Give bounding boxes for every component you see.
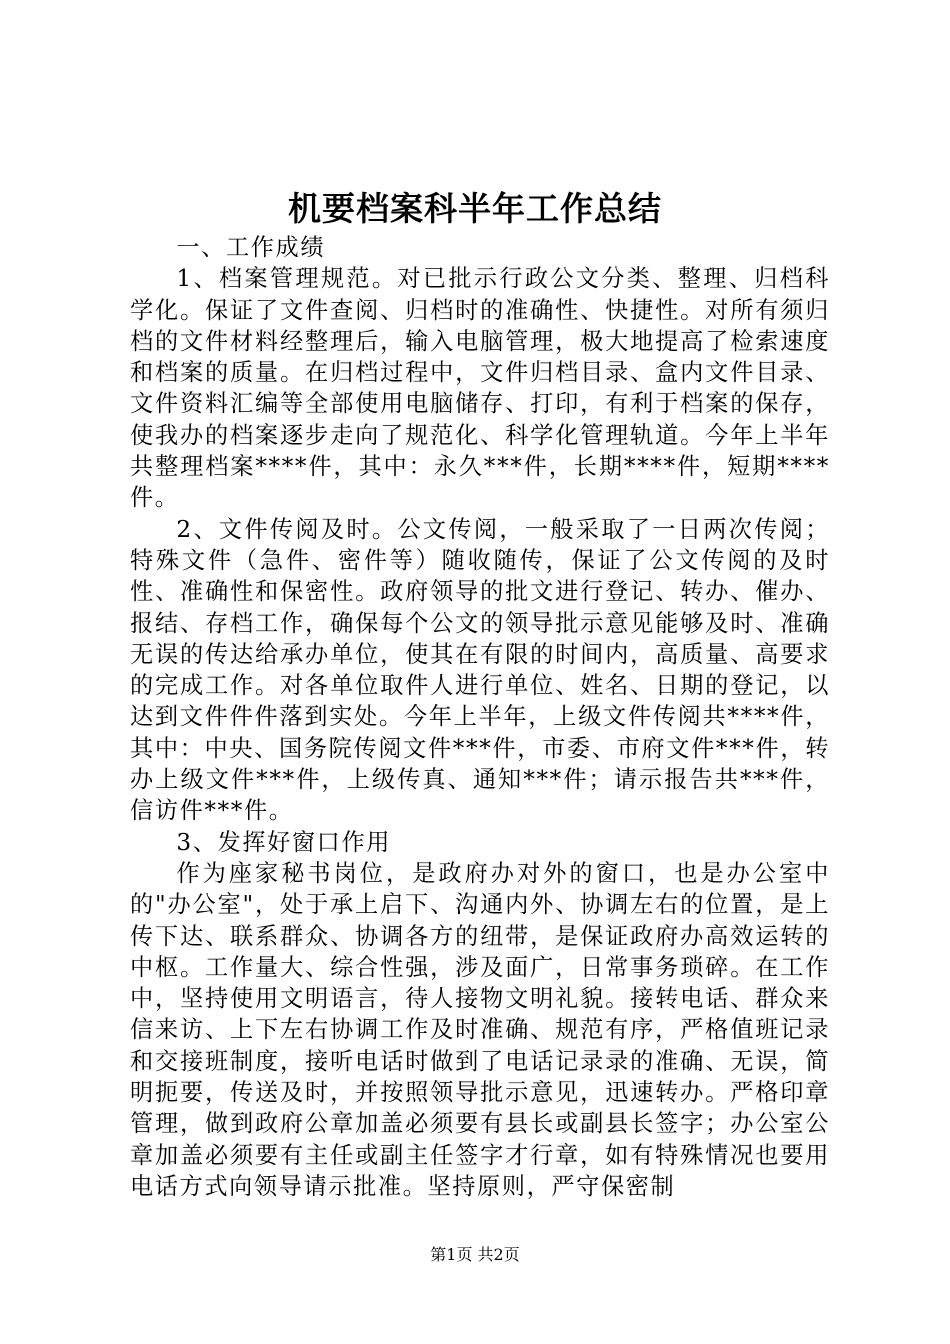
paragraph-document-circulation: 2、文件传阅及时。公文传阅，一般采取了一日两次传阅；特殊文件（急件、密件等）随收随传，保证了公文传阅的及时性、准确性和保密性。政府领导的批文进行登记、转办、催办、报结、存档工作，确保每个公文的领导批示意见能够及时、准确无误的传达给承办单位，使其在有限的时间内，高质量、高要求的完成工作。对各单位取件人进行单位、姓名、日期的登记，以达到文件件件落到实处。今年上半年，上级文件传阅共****件，其中：中央、国务院传阅文件***件，市委、市府文件***件，转办上级文件***件，上级传真、通知***件；请示报告共***件，信访件***件。: [130, 515, 830, 825]
document-body: [130, 232, 830, 1202]
page-footer: 第1页 共2页: [430, 1245, 520, 1264]
section-heading-achievements: 一、工作成绩: [176, 234, 326, 261]
paragraph-archive-management: 1、档案管理规范。对已批示行政公文分类、整理、归档科学化。保证了文件查阅、归档时的准确性、快捷性。对所有须归档的文件材料经整理后，输入电脑管理，极大地提高了检索速度和档案的质量。在归档过程中，文件归档目录、盒内文件目录、文件资料汇编等全部使用电脑储存、打印，有利于档案的保存，使我办的档案逐步走向了规范化、科学化管理轨道。今年上半年共整理档案****件，其中：永久***件，长期****件，短期****件。: [130, 265, 830, 512]
paragraph-window-role: 作为座家秘书岗位，是政府办对外的窗口，也是办公室中的"办公室"，处于承上启下、沟通内外、协调左右的位置，是上传下达、联系群众、协调各方的纽带，是保证政府办高效运转的中枢。工作量大、综合性强，涉及面广，日常事务琐碎。在工作中，坚持使用文明语言，待人接物文明礼貌。接转电话、群众来信来访、上下左右协调工作及时准确、规范有序，严格值班记录和交接班制度，接听电话时做到了电话记录录的准确、无误，简明扼要，传送及时，并按照领导批示意见，迅速转办。严格印章管理，做到政府公章加盖必须要有县长或副县长签字；办公室公章加盖必须要有主任或副主任签字才行章，如有特殊情况也要用电话方式向领导请示批准。坚持原则，严守保密制: [130, 859, 830, 1200]
subheading-window-role: 3、发挥好窗口作用: [176, 828, 392, 856]
document-title: 机要档案科半年工作总结: [288, 189, 662, 228]
